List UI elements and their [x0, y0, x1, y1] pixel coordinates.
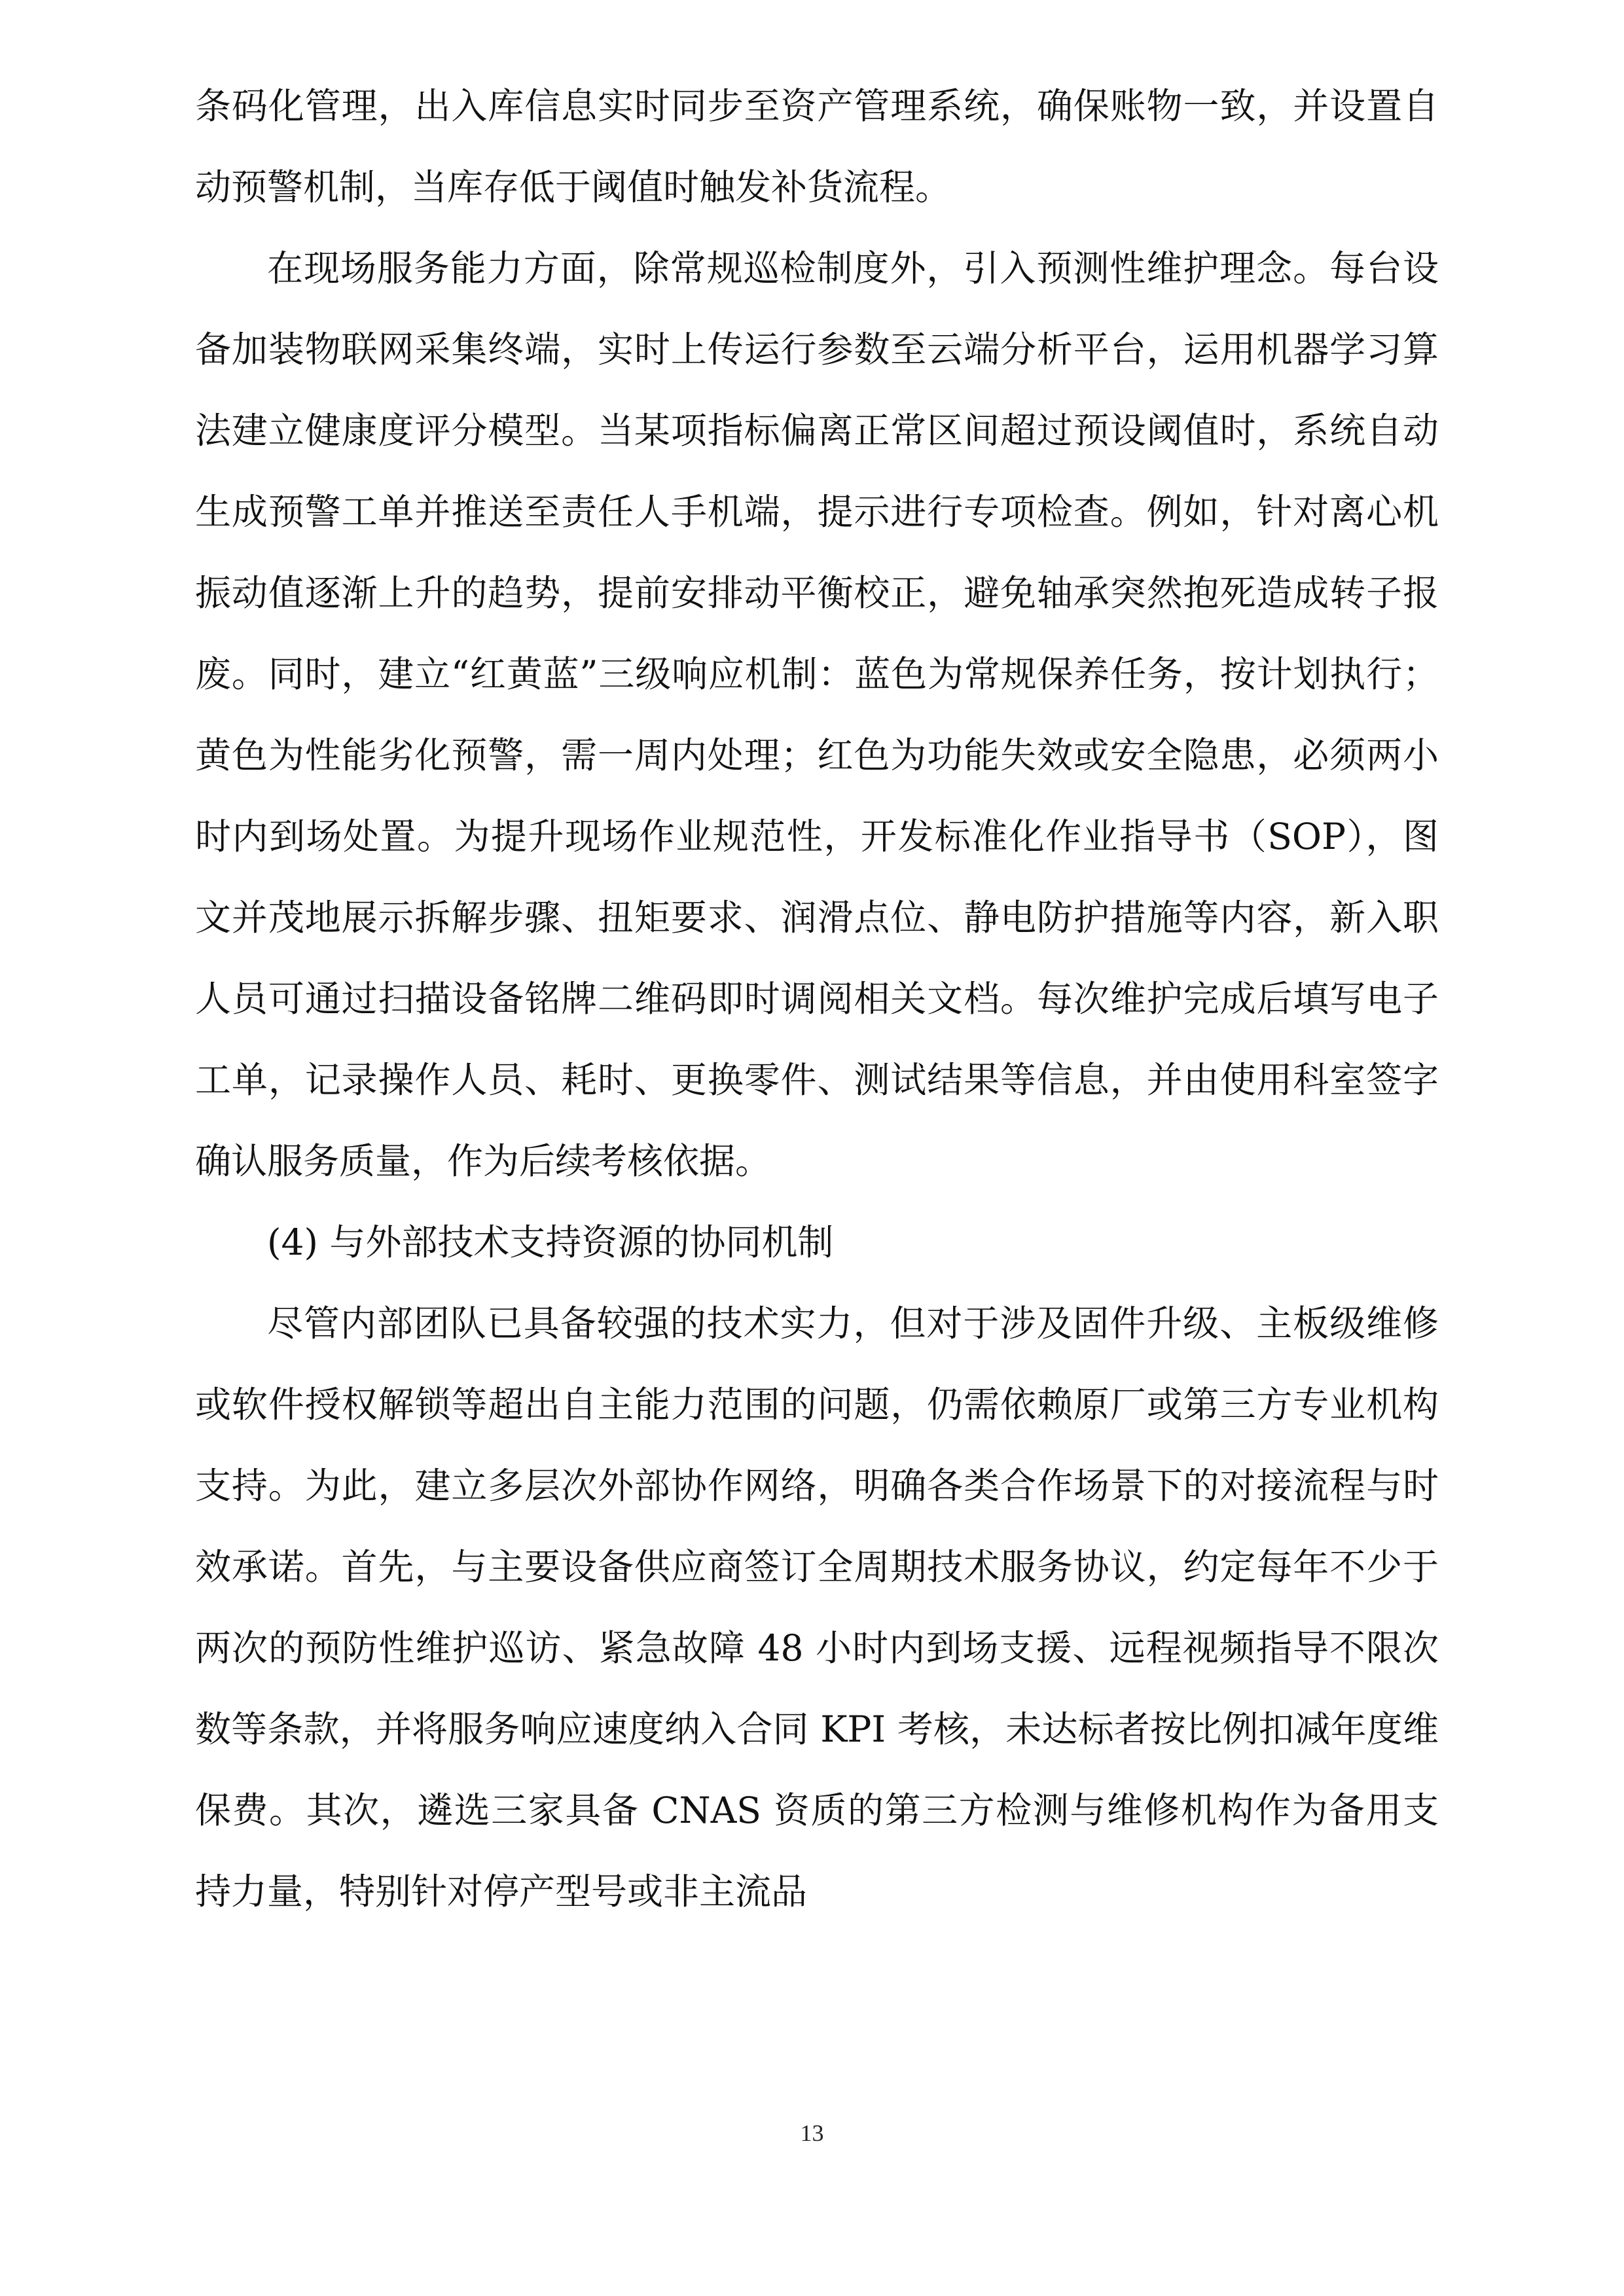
document-body: [195, 65, 1439, 1932]
paragraph-inventory-continuation: 条码化管理，出入库信息实时同步至资产管理系统，确保账物一致，并设置自动预警机制，当库存低于阈值时触发补货流程。: [195, 85, 1439, 208]
section-heading-external-support: (4) 与外部技术支持资源的协同机制: [267, 1221, 834, 1263]
paragraph-external-support: 尽管内部团队已具备较强的技术实力，但对于涉及固件升级、主板级维修或软件授权解锁等超出自主能力范围的问题，仍需依赖原厂或第三方专业机构支持。为此，建立多层次外部协作网络，明确各类合作场景下的对接流程与时效承诺。首先，与主要设备供应商签订全周期技术服务协议，约定每年不少于两次的预防性维护巡访、紧急故障 48 小时内到场支援、远程视频指导不限次数等条款，并将服务响应速度纳入合同 KPI 考核，未达标者按比例扣减年度维保费。其次，遴选三家具备 CNAS 资质的第三方检测与维修机构作为备用支持力量，特别针对停产型号或非主流品: [195, 1302, 1439, 1912]
paragraph-field-service: 在现场服务能力方面，除常规巡检制度外，引入预测性维护理念。每台设备加装物联网采集终端，实时上传运行参数至云端分析平台，运用机器学习算法建立健康度评分模型。当某项指标偏离正常区间超过预设阈值时，系统自动生成预警工单并推送至责任人手机端，提示进行专项检查。例如，针对离心机振动值逐渐上升的趋势，提前安排动平衡校正，避免轴承突然抱死造成转子报废。同时，建立“红黄蓝”三级响应机制：蓝色为常规保养任务，按计划执行；黄色为性能劣化预警，需一周内处理；红色为功能失效或安全隐患，必须两小时内到场处置。为提升现场作业规范性，开发标准化作业指导书（SOP），图文并茂地展示拆解步骤、扭矩要求、润滑点位、静电防护措施等内容，新入职人员可通过扫描设备铭牌二维码即时调阅相关文档。每次维护完成后填写电子工单，记录操作人员、耗时、更换零件、测试结果等信息，并由使用科室签字确认服务质量，作为后续考核依据。: [195, 247, 1439, 1182]
page-number: 13: [800, 2120, 824, 2146]
